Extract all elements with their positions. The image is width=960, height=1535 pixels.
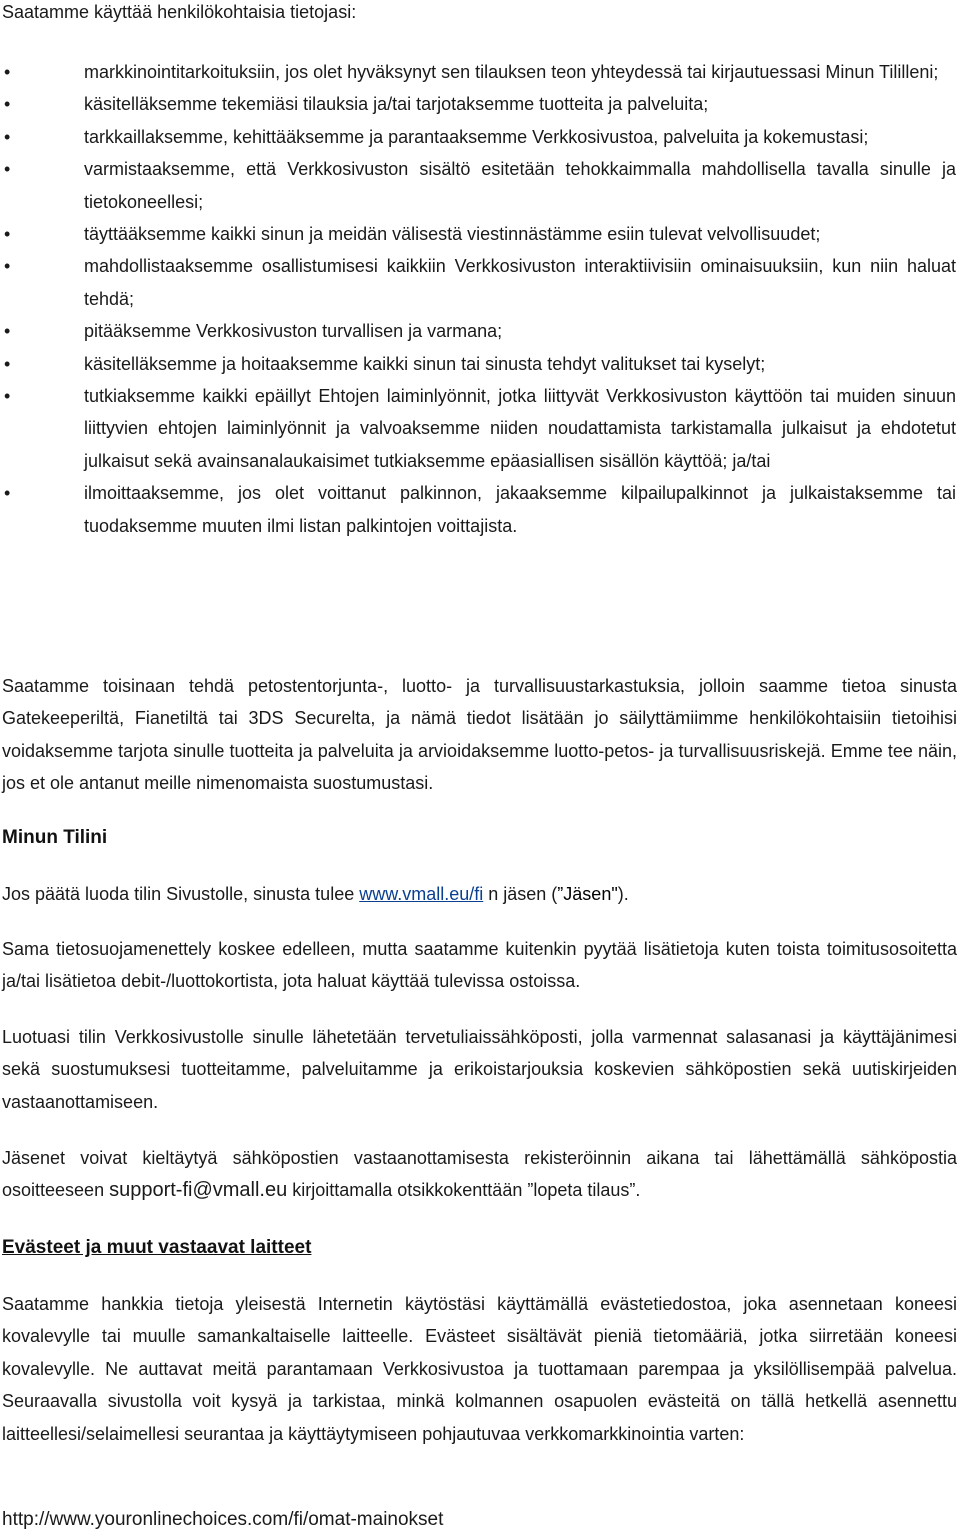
bullet-icon: • [4,62,11,82]
bullet-icon: • [4,94,11,115]
bullet-icon: • [4,159,11,180]
list-item [0,56,956,88]
account-text-end: ). [617,884,629,904]
bullet-icon: • [4,483,11,504]
account-text-before: Jos päätä luoda tilin Sivustolle, sinusta tulee [2,884,360,904]
list-item-text: pitääksemme Verkkosivuston turvallisen ja varmana; [84,321,503,342]
list-item [0,348,956,380]
list-item [0,88,956,120]
bullet-icon: • [4,321,11,342]
list-item [0,380,956,477]
optout-text-before: Jäsenet voivat kieltäytyä sähköpostien vastaanottamisesta rekisteröinnin aikana tai lähettämällä sähköpostia osoitteeseen [2,1148,957,1201]
list-item-text: varmistaaksemme, että Verkkosivuston sisältö esitetään tehokkaimmalla mahdollisella tavalla sinulle ja tietokoneellesi; [84,159,956,212]
list-item-text: mahdollistaaksemme osallistumisesi kaikkiin Verkkosivuston interaktiivisiin ominaisuuksiin, kun niin haluat tehdä; [84,256,956,309]
vmall-link[interactable]: www.vmall.eu/fi [359,884,484,904]
member-term: ”Jäsen" [557,884,618,904]
bullet-icon: • [4,353,11,374]
cookies-heading: Evästeet ja muut vastaavat laitteet [2,1237,312,1258]
list-item-text: markkinointitarkoituksiin, jos olet hyväksynyt sen tilauksen teon yhteydessä tai kirjautuessasi Minun Tililleni; [84,62,939,82]
optout-paragraph [2,1142,957,1207]
list-item-text: täyttääksemme kaikki sinun ja meidän välisestä viestinnästämme esiin tulevat velvollisuudet; [84,224,821,245]
list-item-text: ilmoittaaksemme, jos olet voittanut palkinnon, jakaaksemme kilpailupalkinnot ja julkaistaksemme tai tuodaksemme muuten ilmi listan palkintojen voittajista. [84,483,956,536]
list-item [0,250,956,315]
bullet-icon: • [4,386,11,407]
list-item [0,218,956,250]
list-item [0,153,956,218]
account-text-after: n jäsen ( [483,884,558,904]
list-item [0,477,956,542]
optout-text-after: kirjoittamalla otsikkokenttään ”lopeta tilaus”. [287,1180,641,1201]
youronlinechoices-url: http://www.youronlinechoices.com/fi/omat-mainokset [2,1509,444,1530]
intro-text: Saatamme käyttää henkilökohtaisia tietojasi: [2,2,357,22]
fraud-check-paragraph: Saatamme toisinaan tehdä petostentorjunta-, luotto- ja turvallisuustarkastuksia, jolloin saamme tietoa sinusta Gatekeeperiltä, Fianetiltä tai 3DS Securelta, ja nämä tiedot lisätään jo säilyttämiimme henkilökohtaisiin tietoihisi voidaksemme tarjota sinulle tuotteita ja palveluita ja arvioidaksemme luotto-petos- ja turvallisuusriskejä. Emme tee näin, jos et ole antanut meille nimenomaista suostumustasi. [2,676,957,794]
account-paragraph [2,878,957,910]
list-item-text: tarkkaillaksemme, kehittääksemme ja parantaaksemme Verkkosivustoa, palveluita ja kokemustasi; [84,126,869,147]
support-email: support-fi@vmall.eu [109,1179,288,1202]
list-item [0,315,956,347]
cookies-paragraph: Saatamme hankkia tietoja yleisestä Internetin käytöstäsi käyttämällä evästetiedostoa, joka asennetaan koneesi kovalevylle tai muulle samankaltaiselle laitteelle. Evästeet sisältävät pieniä tietomääriä, jotka siirretään koneesi kovalevylle. Ne auttavat meitä parantamaan Verkkosivustoa ja tuottamaan parempaa ja yksilöllisempää palvelua. Seuraavalla sivustolla voit kysyä ja tarkistaa, minkä kolmannen osapuolen evästeitä on tällä hetkellä asennettu laitteellesi/selaimellesi seurantaa ja käyttäytymiseen pohjautuvaa verkkomarkkinointia varten: [2,1294,957,1444]
bullet-icon: • [4,224,11,245]
list-item-text: käsitelläksemme ja hoitaaksemme kaikki sinun tai sinusta tehdyt valitukset tai kyselyt; [84,353,766,374]
usage-list [0,56,960,542]
list-item-text: tutkiaksemme kaikki epäillyt Ehtojen laiminlyönnit, jotka liittyvät Verkkosivuston käyttöön tai muiden sinuun liittyvien ehtojen laiminlyönnit ja valvoaksemme niiden noudattamista tarkistamalla julkaisut ja ehdotetut julkaisut sekä avainsanalaukaisimet tutkiaksemme epäasiallisen sisällön käyttöä; ja/tai [84,386,956,471]
list-item-text: käsitelläksemme tekemiäsi tilauksia ja/tai tarjotaksemme tuotteita ja palveluita; [84,94,709,115]
bullet-icon: • [4,256,11,277]
bullet-icon: • [4,126,11,147]
list-item [0,121,956,153]
privacy-paragraph: Sama tietosuojamenettely koskee edelleen, mutta saatamme kuitenkin pyytää lisätietoja kuten toista toimitusosoitetta ja/tai lisätietoa debit-/luottokortista, jota haluat käyttää tulevissa ostoissa. [2,939,957,992]
welcome-email-paragraph: Luotuasi tilin Verkkosivustolle sinulle lähetetään tervetuliaissähköposti, jolla varmennat salasanasi ja käyttäjänimesi sekä suostumuksesi tuotteitamme, palveluitamme ja erikoistarjouksia koskevien sähköpostien sekä uutiskirjeiden vastaanottamiseen. [2,1027,957,1112]
account-heading: Minun Tilini [2,827,108,848]
